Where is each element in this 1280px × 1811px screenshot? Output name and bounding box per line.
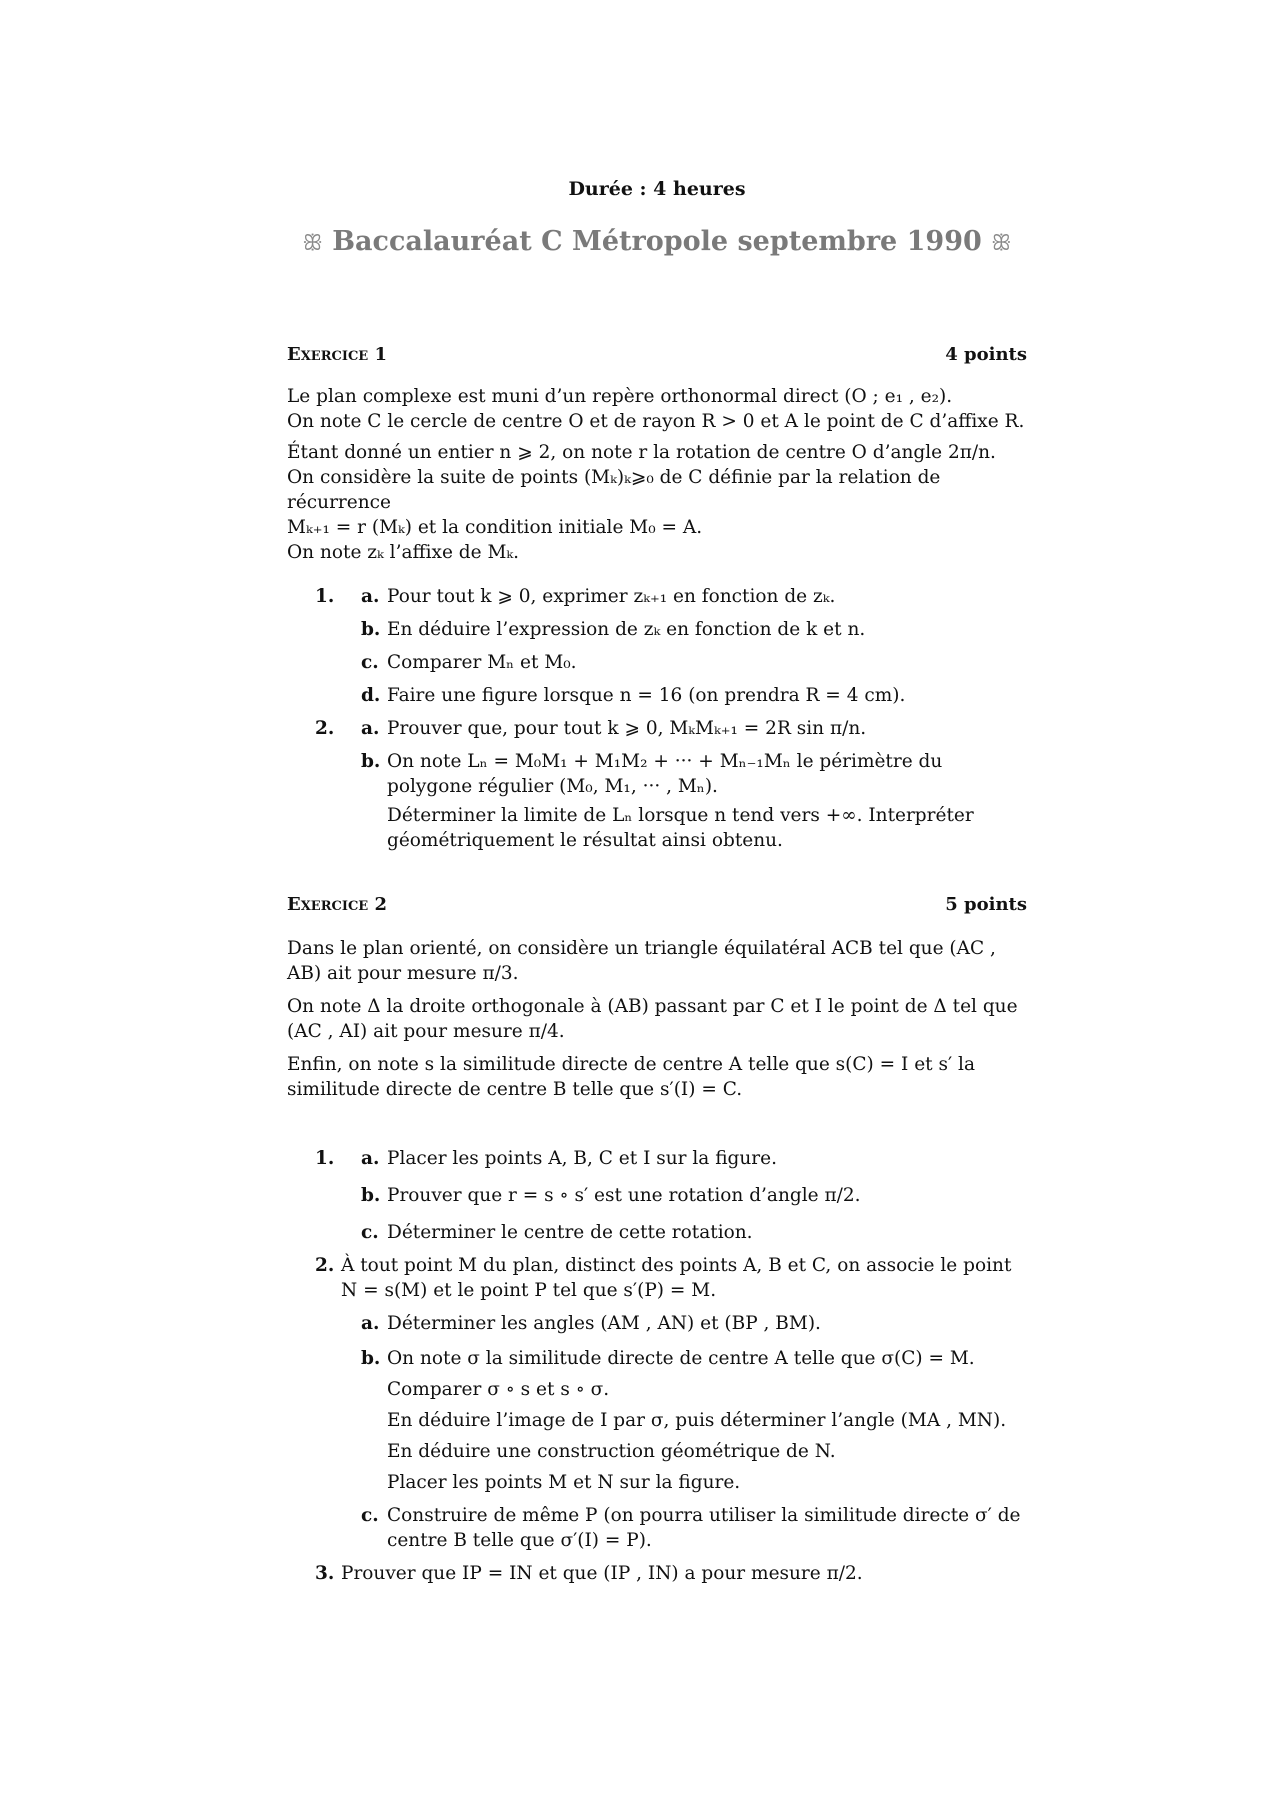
ex2-q1a xyxy=(287,1146,1027,1171)
ornament-right-icon: ꕥ xyxy=(991,231,1012,256)
ex1-q1d-label: d. xyxy=(361,685,381,706)
exercise2-header xyxy=(287,894,1027,915)
title-text: Baccalauréat C Métropole septembre 1990 xyxy=(332,226,982,257)
ex1-intro-line-5: Mₖ₊₁ = r (Mₖ) et la condition initiale M₀ = A. xyxy=(287,517,703,538)
ex2-q2c xyxy=(287,1503,1027,1553)
ex1-q2a-text: Prouver que, pour tout k ⩾ 0, MₖMₖ₊₁ = 2R sin π/n. xyxy=(387,718,867,739)
ex2-q1c-text: Déterminer le centre de cette rotation. xyxy=(387,1222,753,1243)
ex1-q1c-label: c. xyxy=(361,652,379,673)
ex1-q2a-label: a. xyxy=(361,718,380,739)
ornament-left-icon: ꕥ xyxy=(302,231,323,256)
ex1-q1b-text: En déduire l’expression de zₖ en fonction de k et n. xyxy=(387,619,866,640)
ex2-intro-line-1: Dans le plan orienté, on considère un triangle équilatéral ACB tel que (AC , AB) ait pour mesure π/3. xyxy=(287,938,996,984)
ex2-q2a xyxy=(287,1311,1027,1336)
ex1-q2a xyxy=(287,716,1027,741)
ex2-q2b-line-3: En déduire l’image de I par σ, puis déterminer l’angle (MA , MN). xyxy=(387,1410,1007,1431)
ex2-q2b-label: b. xyxy=(361,1348,381,1369)
ex2-q2c-text: Construire de même P (on pourra utiliser la similitude directe σ′ de centre B telle que σ′(I) = P). xyxy=(387,1505,1021,1551)
ex1-q1a xyxy=(287,584,1027,609)
ex2-q1b-label: b. xyxy=(361,1185,381,1206)
exercise1-label: Exercice 1 xyxy=(287,344,387,365)
exercise1-intro xyxy=(287,384,1027,565)
ex1-q1 xyxy=(287,584,1027,708)
exercise1-header xyxy=(287,344,1027,365)
ex1-q1c-text: Comparer Mₙ et M₀. xyxy=(387,652,577,673)
ex2-q3 xyxy=(287,1561,1027,1586)
ex2-q2c-label: c. xyxy=(361,1505,379,1526)
ex2-q2a-label: a. xyxy=(361,1313,380,1334)
ex1-intro-line-4: On considère la suite de points (Mₖ)ₖ⩾₀ de C définie par la relation de récurrence xyxy=(287,467,941,513)
ex1-intro-line-1: Le plan complexe est muni d’un repère orthonormal direct (O ; e₁ , e₂). xyxy=(287,386,953,407)
exercise2-label: Exercice 2 xyxy=(287,894,387,915)
ex2-q2b-line-2: Comparer σ ∘ s et s ∘ σ. xyxy=(387,1379,610,1400)
ex1-q2b-label: b. xyxy=(361,751,381,772)
ex2-q1b xyxy=(287,1183,1027,1208)
ex2-q2b-line-4: En déduire une construction géométrique de N. xyxy=(387,1441,836,1462)
ex2-q2a-text: Déterminer les angles (AM , AN) et (BP , BM). xyxy=(387,1313,821,1334)
ex2-q2b-line-1: On note σ la similitude directe de centre A telle que σ(C) = M. xyxy=(387,1348,975,1369)
ex1-q1-number: 1. xyxy=(315,586,335,607)
exercise1-questions xyxy=(287,584,1027,861)
exercise2-points: 5 points xyxy=(945,894,1027,915)
ex2-q2b xyxy=(287,1346,1027,1495)
ex1-q1b xyxy=(287,617,1027,642)
ex1-intro-line-6: On note zₖ l’affixe de Mₖ. xyxy=(287,542,520,563)
ex1-q1b-label: b. xyxy=(361,619,381,640)
ex1-q2b xyxy=(287,749,1027,853)
duration: Durée : 4 heures xyxy=(568,178,746,200)
ex2-intro-line-2: On note Δ la droite orthogonale à (AB) passant par C et I le point de Δ tel que (AC , AI) ait pour mesure π/4. xyxy=(287,996,1018,1042)
ex2-q1-number: 1. xyxy=(315,1148,335,1169)
exercise1-points: 4 points xyxy=(945,344,1027,365)
ex2-q3-text: Prouver que IP = IN et que (IP , IN) a pour mesure π/2. xyxy=(341,1563,863,1584)
ex2-intro-line-3: Enfin, on note s la similitude directe de centre A telle que s(C) = I et s′ la similitude directe de centre B telle que s′(I) = C. xyxy=(287,1054,975,1100)
ex2-q2 xyxy=(287,1253,1027,1553)
ex2-q1c xyxy=(287,1220,1027,1245)
ex1-q1a-text: Pour tout k ⩾ 0, exprimer zₖ₊₁ en fonction de zₖ. xyxy=(387,586,836,607)
exercise2-questions xyxy=(287,1146,1027,1594)
ex1-intro-line-2: On note C le cercle de centre O et de rayon R > 0 et A le point de C d’affixe R. xyxy=(287,411,1025,432)
ex1-q1d-text: Faire une figure lorsque n = 16 (on prendra R = 4 cm). xyxy=(387,685,906,706)
ex1-q1c xyxy=(287,650,1027,675)
ex2-q1 xyxy=(287,1146,1027,1245)
ex2-q1a-label: a. xyxy=(361,1148,380,1169)
ex2-q2-number: 2. xyxy=(315,1255,335,1276)
ex2-q2b-line-5: Placer les points M et N sur la figure. xyxy=(387,1472,741,1493)
ex1-q2b-text: On note Lₙ = M₀M₁ + M₁M₂ + ··· + Mₙ₋₁Mₙ le périmètre du polygone régulier (M₀, M₁, ··· , Mₙ). xyxy=(387,751,943,797)
ex1-q1d xyxy=(287,683,1027,708)
ex2-q3-number: 3. xyxy=(315,1563,335,1584)
ex2-q1b-text: Prouver que r = s ∘ s′ est une rotation d’angle π/2. xyxy=(387,1185,861,1206)
ex1-q2-number: 2. xyxy=(315,718,335,739)
ex2-q1c-label: c. xyxy=(361,1222,379,1243)
ex1-intro-line-3: Étant donné un entier n ⩾ 2, on note r la rotation de centre O d’angle 2π/n. xyxy=(287,442,996,463)
exercise2-intro xyxy=(287,936,1027,1102)
document-title xyxy=(287,226,1027,257)
ex1-q2b-extra: Déterminer la limite de Lₙ lorsque n tend vers +∞. Interpréter géométriquement le résultat ainsi obtenu. xyxy=(387,805,974,851)
ex1-q2 xyxy=(287,716,1027,853)
ex2-q1a-text: Placer les points A, B, C et I sur la figure. xyxy=(387,1148,777,1169)
ex1-q1a-label: a. xyxy=(361,586,380,607)
ex2-q2-intro: À tout point M du plan, distinct des points A, B et C, on associe le point N = s(M) et le point P tel que s′(P) = M. xyxy=(341,1255,1012,1301)
